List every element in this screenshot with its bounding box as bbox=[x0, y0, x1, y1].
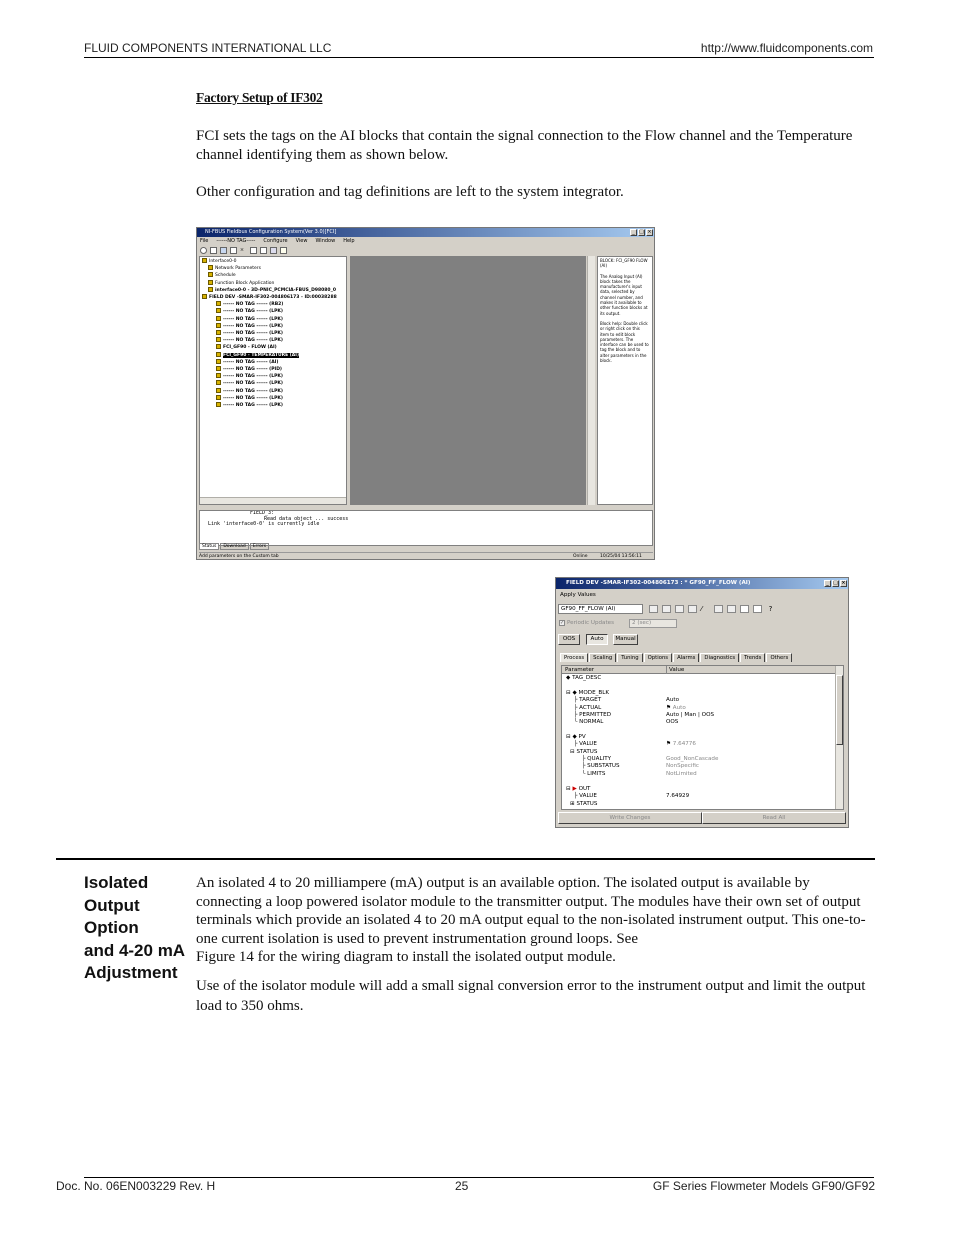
download-icon[interactable] bbox=[220, 247, 227, 254]
section-title: Factory Setup of IF302 bbox=[196, 90, 323, 105]
log-tabs bbox=[199, 543, 269, 550]
block-title: FIELD DEV -SMAR-IF302-004806173 : * GF90_FF_FLOW (AI) bbox=[566, 580, 751, 586]
tree-item[interactable]: ------ NO TAG ------ (LPK) bbox=[202, 330, 344, 337]
block-select[interactable]: GF90_FF_FLOW (AI) bbox=[558, 604, 643, 614]
tab-trends[interactable]: Trends bbox=[740, 653, 765, 662]
block-toolbar bbox=[649, 605, 775, 613]
menu-help[interactable]: Help bbox=[343, 238, 355, 244]
tab-errors[interactable]: Errors bbox=[250, 543, 269, 550]
menu-window[interactable]: Window bbox=[315, 238, 336, 244]
tree-item[interactable]: ------ NO TAG ------ (LPK) bbox=[202, 388, 344, 395]
menu-file[interactable]: File bbox=[200, 238, 209, 244]
help-pane bbox=[597, 256, 653, 505]
nifbus-toolbar bbox=[200, 247, 287, 254]
schedule-icon bbox=[208, 272, 213, 277]
block-icon bbox=[216, 373, 221, 378]
device-icon bbox=[202, 294, 207, 299]
nifbus-titlebar bbox=[197, 228, 654, 237]
param-row[interactable]: ⊟ ◆ MODE_BLK bbox=[566, 690, 610, 696]
grid-icon[interactable] bbox=[675, 605, 684, 613]
log-line: FIELD_3: bbox=[250, 510, 275, 516]
tab-tuning[interactable]: Tuning bbox=[617, 653, 642, 662]
paste-icon[interactable] bbox=[260, 247, 267, 254]
tree-item-flow-ai[interactable]: FCI_GF90 - FLOW (AI) bbox=[202, 344, 344, 351]
status-text: Add parameters on the Custom tab bbox=[199, 554, 279, 559]
param-row[interactable]: ◆ TAG_DESC bbox=[566, 675, 602, 681]
block-icon bbox=[216, 366, 221, 371]
oos-button[interactable]: OOS bbox=[558, 634, 580, 645]
grid-alt-icon[interactable] bbox=[688, 605, 697, 613]
param-value[interactable]: Auto | Man | OOS bbox=[666, 711, 715, 718]
tree-item[interactable]: ------ NO TAG ------ (RB2) bbox=[202, 301, 344, 308]
param-row[interactable]: ⊟ STATUS bbox=[570, 748, 598, 755]
block-icon bbox=[216, 344, 221, 349]
block-icon bbox=[216, 380, 221, 385]
col-value: Value bbox=[666, 666, 684, 674]
tree-item[interactable]: ------ NO TAG ------ (LPK) bbox=[202, 373, 344, 380]
block-icon bbox=[216, 330, 221, 335]
param-row[interactable]: ⊞ STATUS bbox=[570, 800, 598, 807]
tab-download[interactable]: Download bbox=[220, 543, 248, 550]
check-icon[interactable] bbox=[714, 605, 723, 613]
maximize-icon[interactable]: □ bbox=[833, 580, 838, 586]
close-icon[interactable]: × bbox=[841, 580, 846, 586]
tree-item[interactable]: ------ NO TAG ------ (AI) bbox=[202, 359, 344, 366]
integrator-paragraph: Other configuration and tag definitions are left to the system integrator. bbox=[196, 184, 624, 200]
help-icon[interactable] bbox=[280, 247, 287, 254]
block-icon bbox=[216, 308, 221, 313]
block-window bbox=[555, 577, 849, 828]
isolator-error-paragraph: Use of the isolator module will add a small signal conversion error to the instrument output and limit the output load to 350 ohms. bbox=[196, 978, 866, 1014]
tree-item[interactable]: ------ NO TAG ------ (PID) bbox=[202, 366, 344, 373]
block-titlebar bbox=[556, 578, 848, 589]
param-row[interactable]: └ LIMITS bbox=[582, 770, 606, 777]
log-line: Read data object ... success bbox=[264, 515, 349, 522]
tree-item[interactable]: ------ NO TAG ------ (LPK) bbox=[202, 395, 344, 402]
param-row[interactable]: └ NORMAL bbox=[574, 719, 604, 726]
minimize-icon[interactable]: _ bbox=[824, 580, 831, 587]
tree-hscrollbar[interactable] bbox=[200, 497, 346, 504]
param-grid bbox=[561, 665, 844, 810]
workspace-scrollbar[interactable] bbox=[587, 256, 595, 505]
maximize-icon[interactable]: □ bbox=[639, 229, 644, 235]
scroll-thumb[interactable] bbox=[836, 675, 843, 745]
help-title: BLOCK: FCI_GF90 FLOW (AI) bbox=[600, 258, 648, 269]
param-value: ⚑ Auto bbox=[666, 704, 686, 711]
tree-item[interactable]: ------ NO TAG ------ (LPK) bbox=[202, 337, 344, 344]
param-row[interactable]: ├ ACTUAL bbox=[574, 704, 602, 711]
upload-icon[interactable] bbox=[230, 247, 237, 254]
tree-item[interactable]: ------ NO TAG ------ (LPK) bbox=[202, 323, 344, 330]
tree-item[interactable]: ------ NO TAG ------ (LPK) bbox=[202, 316, 344, 323]
edit-icon[interactable]: ⁄ bbox=[701, 605, 703, 613]
delete-icon[interactable]: × bbox=[240, 246, 244, 254]
param-row[interactable]: ├ QUALITY bbox=[582, 755, 612, 762]
manual-button[interactable]: Manual bbox=[613, 634, 638, 645]
nifbus-menubar bbox=[197, 238, 654, 244]
tree-item[interactable]: ------ NO TAG ------ (LPK) bbox=[202, 380, 344, 387]
figure-reference: Figure 14 for the wiring diagram to install the isolated output module. bbox=[196, 949, 616, 965]
copy-icon[interactable] bbox=[250, 247, 257, 254]
footer-doc-number: Doc. No. 06EN003229 Rev. H bbox=[56, 1179, 216, 1193]
tree-item[interactable]: ------ NO TAG ------ (LPK) bbox=[202, 308, 344, 315]
help-icon[interactable]: ? bbox=[768, 605, 773, 613]
interface-icon bbox=[208, 287, 213, 292]
tree-item[interactable]: Network Parameters bbox=[202, 265, 344, 272]
param-value[interactable]: OOS bbox=[666, 719, 679, 726]
intro-paragraph: FCI sets the tags on the AI blocks that contain the signal connection to the Flow channel and the Temperature channel identifying them as shown below. bbox=[196, 128, 853, 163]
status-bar bbox=[199, 552, 653, 559]
checkbox-icon[interactable]: ✓ bbox=[560, 620, 565, 626]
block-icon bbox=[216, 316, 221, 321]
param-row[interactable]: ├ VALUE bbox=[574, 741, 597, 748]
nifbus-window bbox=[196, 227, 655, 560]
print-icon[interactable] bbox=[270, 247, 277, 254]
tree-item-temperature-ai[interactable]: FCI_GF90 - TEMPERATURE (AI) bbox=[202, 352, 344, 359]
periodic-updates[interactable]: ✓ Periodic Updates bbox=[560, 620, 615, 626]
refresh-icon[interactable] bbox=[200, 247, 207, 254]
param-value[interactable]: Auto bbox=[666, 697, 679, 704]
param-row[interactable]: ⊟ ▶ OUT bbox=[566, 786, 591, 792]
block-icon bbox=[216, 337, 221, 342]
tab-options[interactable]: Options bbox=[644, 653, 672, 662]
param-value: NonSpecific bbox=[666, 763, 699, 770]
block-icon bbox=[216, 352, 221, 357]
menu-configure[interactable]: Configure bbox=[263, 238, 288, 244]
param-tabs bbox=[560, 653, 793, 662]
param-value[interactable]: 7.64929 bbox=[666, 793, 690, 800]
tab-status[interactable]: Status bbox=[199, 543, 219, 550]
tab-diagnostics[interactable]: Diagnostics bbox=[700, 653, 739, 662]
undo-icon[interactable] bbox=[727, 605, 736, 613]
block-icon bbox=[216, 402, 221, 407]
param-row[interactable]: ⊟ ◆ PV bbox=[566, 734, 586, 740]
write-changes-button[interactable]: Write Changes bbox=[558, 812, 702, 824]
param-row[interactable]: ├ PERMITTED bbox=[574, 711, 612, 718]
tree-item[interactable]: ------ NO TAG ------ (LPK) bbox=[202, 402, 344, 409]
table-icon[interactable] bbox=[740, 605, 749, 613]
footer-page-number: 25 bbox=[455, 1179, 469, 1193]
link-icon[interactable] bbox=[210, 247, 217, 254]
output-arrow-icon: ▶ bbox=[572, 786, 577, 792]
footer-rule bbox=[84, 1177, 874, 1178]
section-divider bbox=[56, 858, 875, 860]
menu-view[interactable]: View bbox=[295, 238, 308, 244]
tab-scaling[interactable]: Scaling bbox=[589, 653, 616, 662]
param-value: Good_NonCascade bbox=[666, 755, 719, 762]
tree-item[interactable]: Interface0-0 bbox=[202, 258, 344, 265]
footer-product: GF Series Flowmeter Models GF90/GF92 bbox=[652, 1179, 875, 1193]
minimize-icon[interactable]: _ bbox=[630, 229, 637, 236]
network-icon bbox=[208, 265, 213, 270]
application-icon bbox=[208, 280, 213, 285]
param-row[interactable]: ├ SUBSTATUS bbox=[582, 763, 620, 770]
tab-process[interactable]: Process bbox=[560, 653, 588, 662]
log-line: Link 'interface0-0' is currently idle bbox=[208, 521, 320, 527]
help-block-instructions: Block help: Double click or right click on this item to edit block parameters. The interface can be used to tag the block and to alter parameters in the block. bbox=[600, 320, 649, 364]
auto-button[interactable]: Auto bbox=[586, 634, 608, 645]
help-description: The Analog Input (AI) block takes the manufacturer's input data, selected by channel number, and makes it available to other function blocks at its output. bbox=[600, 273, 648, 316]
list-icon[interactable] bbox=[753, 605, 762, 613]
period-input[interactable]: 2 (sec) bbox=[629, 619, 677, 628]
block-icon bbox=[216, 395, 221, 400]
isolated-output-paragraph: An isolated 4 to 20 milliampere (mA) output is an available option. The isolated output is available by connecting a loop powered isolator module to the transmitter output. The modules have their own set of output terminals which provide an isolated 4 to 20 mA output equal to the non-isolated instrument output. This one-to-one current isolation is used to prevent instrumentation ground loops. See Figure 14 for the wiring diagram to install the isolated output module. bbox=[196, 875, 866, 965]
tree-item[interactable]: Function Block Application bbox=[202, 280, 344, 287]
grid-scrollbar[interactable] bbox=[835, 666, 843, 810]
param-value: ⚑ 7.64776 bbox=[666, 741, 696, 748]
close-icon[interactable]: × bbox=[647, 229, 652, 235]
paste-icon[interactable] bbox=[662, 605, 671, 613]
copy-icon[interactable] bbox=[649, 605, 658, 613]
tree-item[interactable]: interface0-0 - 3D-PNIC_PCMCIA-FBUS_D98080_0 bbox=[202, 287, 344, 294]
param-value: NotLimited bbox=[666, 770, 697, 777]
isolated-output-heading: Isolated Output Option and 4-20 mA Adjustment bbox=[84, 873, 186, 983]
header-rule bbox=[84, 57, 874, 58]
flag-icon: ⚑ bbox=[666, 741, 672, 748]
tree-item[interactable]: Schedule bbox=[202, 272, 344, 279]
workspace-area bbox=[350, 256, 586, 505]
status-time: 10/25/04 13:56:11 bbox=[600, 554, 642, 559]
menu-tag[interactable]: ------NO TAG----- bbox=[216, 238, 256, 244]
block-icon bbox=[216, 323, 221, 328]
device-tree[interactable] bbox=[199, 256, 347, 505]
read-all-button[interactable]: Read All bbox=[702, 812, 846, 824]
block-icon bbox=[216, 301, 221, 306]
computer-icon bbox=[202, 258, 207, 263]
status-online: Online bbox=[573, 554, 588, 559]
block-icon bbox=[216, 388, 221, 393]
param-row[interactable]: ├ VALUE bbox=[574, 793, 597, 800]
block-icon bbox=[216, 359, 221, 364]
nifbus-title: NI-FBUS Fieldbus Configuration System(Ver 3.0)[FCI] bbox=[205, 229, 337, 235]
tab-alarms[interactable]: Alarms bbox=[673, 653, 699, 662]
tab-others[interactable]: Others bbox=[766, 653, 792, 662]
header-url[interactable]: http://www.fluidcomponents.com bbox=[700, 41, 873, 55]
log-pane bbox=[199, 510, 653, 546]
header-company: FLUID COMPONENTS INTERNATIONAL LLC bbox=[84, 41, 332, 55]
flag-icon: ⚑ bbox=[666, 704, 672, 711]
param-row[interactable]: ├ TARGET bbox=[574, 697, 602, 704]
tree-item[interactable]: FIELD DEV -SMAR-IF302-004806173 - ID:00038288 bbox=[202, 294, 344, 301]
grid-header bbox=[562, 666, 837, 674]
menu-apply-values[interactable]: Apply Values bbox=[560, 592, 596, 598]
col-parameter: Parameter bbox=[565, 667, 595, 673]
